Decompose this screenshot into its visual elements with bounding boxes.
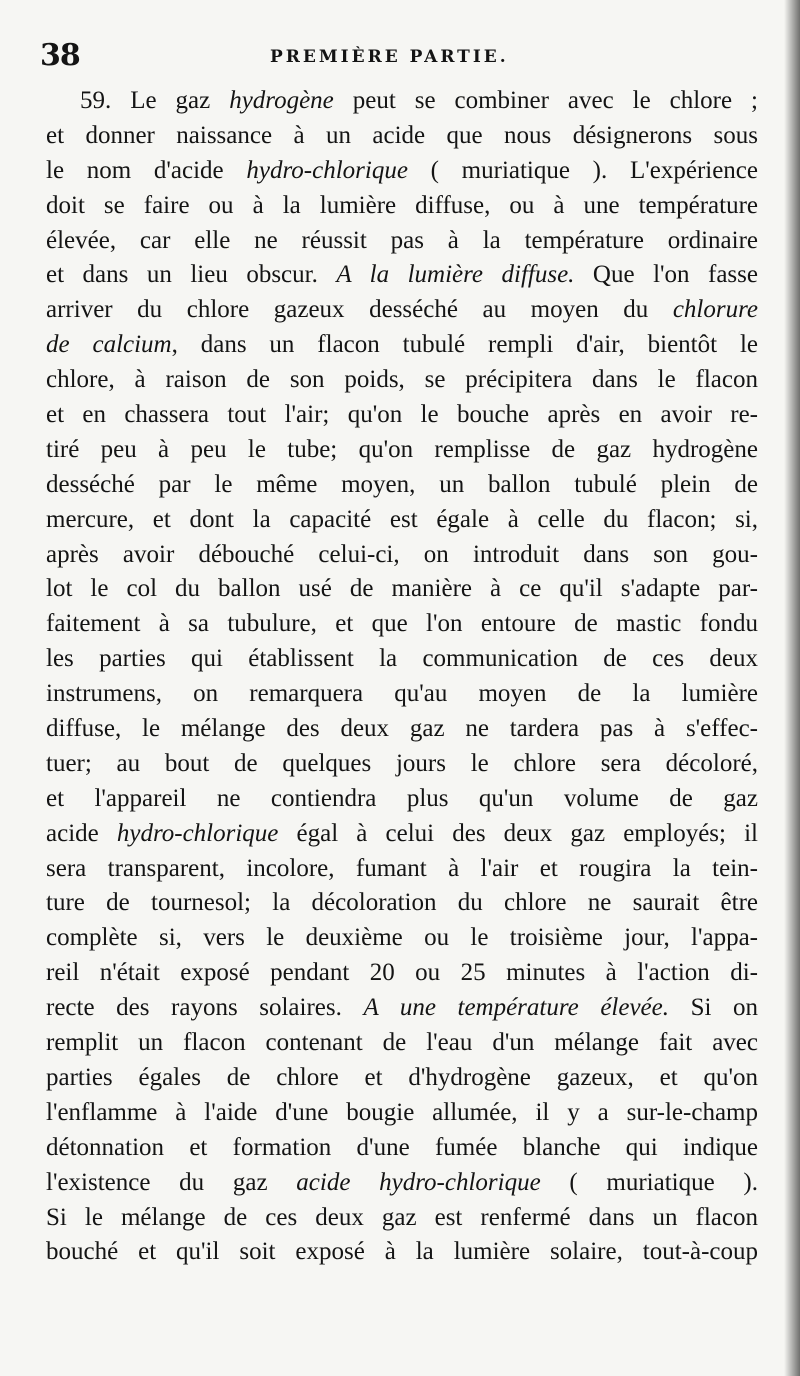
text-segment: et en chassera tout l'air; qu'on le bouche après en avoir re-	[46, 401, 758, 429]
text-segment: ( muriatique ).	[540, 1168, 758, 1196]
page-number: 38	[40, 38, 80, 73]
text-segment: sera transparent, incolore, fumant à l'air et rougira la tein-	[46, 854, 758, 882]
text-segment: arriver du chlore gazeux desséché au moyen du	[46, 296, 673, 324]
italic-term: A une température élevée.	[363, 994, 670, 1022]
text-segment: , dans un flacon tubulé rempli d'air, bientôt le	[171, 331, 758, 359]
text-line	[46, 154, 758, 189]
text-line	[46, 84, 758, 119]
italic-term: hydrogène	[229, 87, 334, 114]
text-line	[46, 538, 758, 573]
text-segment: peut se combiner avec le chlore ;	[333, 87, 758, 114]
text-line	[46, 607, 758, 642]
text-segment: détonnation et formation d'une fumée blanche qui indique	[46, 1133, 758, 1161]
text-segment: élevée, car elle ne réussit pas à la température ordinaire	[46, 226, 758, 254]
text-segment: Si on	[669, 994, 759, 1022]
text-line	[46, 712, 758, 747]
text-segment: lot le col du ballon usé de manière à ce qu'il s'adapte par-	[46, 575, 758, 603]
text-line	[46, 1166, 758, 1201]
text-line	[46, 1235, 758, 1270]
text-line	[46, 991, 758, 1026]
text-segment: et donner naissance à un acide que nous désignerons sous	[46, 121, 758, 149]
text-segment: l'enflamme à l'aide d'une bougie allumée, il y a sur-le-champ	[46, 1098, 758, 1126]
text-segment: remplit un flacon contenant de l'eau d'un mélange fait avec	[46, 1029, 758, 1057]
text-line	[46, 433, 758, 468]
page-edge-shadow	[784, 0, 800, 1376]
text-line	[46, 677, 758, 712]
text-line	[46, 747, 758, 782]
text-segment: et l'appareil ne contiendra plus qu'un volume de gaz	[46, 784, 758, 812]
text-line	[46, 1131, 758, 1166]
text-line	[46, 1026, 758, 1061]
text-segment: reil n'était exposé pendant 20 ou 25 minutes à l'action di-	[46, 959, 758, 987]
text-line	[46, 852, 758, 887]
text-line	[46, 468, 758, 503]
text-line	[46, 503, 758, 538]
text-segment: complète si, vers le deuxième ou le troisième jour, l'appa-	[46, 924, 758, 952]
text-segment: diffuse, le mélange des deux gaz ne tardera pas à s'effec-	[46, 715, 758, 743]
paragraph-59	[46, 84, 758, 1270]
text-segment: doit se faire ou à la lumière diffuse, ou à une température	[46, 191, 758, 219]
text-segment: tuer; au bout de quelques jours le chlore sera décoloré,	[46, 749, 758, 777]
text-segment: chlore, à raison de son poids, se précipitera dans le flacon	[46, 366, 758, 394]
italic-term: A la lumière diffuse.	[336, 261, 575, 289]
text-line	[46, 258, 758, 293]
italic-term: hydro-chlorique	[246, 156, 408, 184]
text-segment: après avoir débouché celui-ci, on introduit dans son gou-	[46, 540, 758, 568]
text-segment: parties égales de chlore et d'hydrogène gazeux, et qu'on	[46, 1063, 758, 1091]
text-segment: les parties qui établissent la communication de ces deux	[46, 645, 758, 673]
text-segment: égal à celui des deux gaz employés; il	[278, 819, 758, 847]
text-segment: ture de tournesol; la décoloration du chlore ne saurait être	[46, 889, 758, 917]
text-segment: l'existence du gaz	[46, 1168, 297, 1196]
text-line	[46, 328, 758, 363]
text-segment: Si le mélange de ces deux gaz est renfermé dans un flacon	[46, 1203, 758, 1231]
text-line	[46, 642, 758, 677]
page-header	[40, 36, 760, 76]
italic-term: hydro-chlorique	[116, 819, 279, 847]
text-line	[46, 398, 758, 433]
text-segment: tiré peu à peu le tube; qu'on remplisse de gaz hydrogène	[46, 435, 758, 463]
italic-term: chlorure	[672, 296, 758, 324]
text-line	[46, 921, 758, 956]
text-segment: bouché et qu'il soit exposé à la lumière solaire, tout-à-coup	[46, 1238, 758, 1266]
text-line	[46, 1061, 758, 1096]
text-segment: et dans un lieu obscur.	[46, 261, 337, 289]
text-line	[46, 119, 758, 154]
running-head: PREMIÈRE PARTIE.	[270, 47, 509, 67]
text-segment: faitement à sa tubulure, et que l'on entoure de mastic fondu	[46, 610, 758, 638]
italic-term: de calcium	[46, 331, 172, 359]
text-segment: Que l'on fasse	[574, 261, 758, 289]
text-line	[46, 189, 758, 224]
text-segment: ( muriatique ). L'expérience	[407, 156, 758, 184]
text-segment: acide	[46, 819, 117, 847]
text-segment: instrumens, on remarquera qu'au moyen de la lumière	[46, 680, 758, 708]
text-line	[46, 817, 758, 852]
text-segment: mercure, et dont la capacité est égale à celle du flacon; si,	[46, 505, 758, 533]
text-line	[46, 293, 758, 328]
text-segment: desséché par le même moyen, un ballon tubulé plein de	[46, 470, 758, 498]
text-line	[46, 1201, 758, 1236]
text-line	[46, 782, 758, 817]
text-line	[46, 956, 758, 991]
text-segment: recte des rayons solaires.	[46, 994, 364, 1022]
text-line	[46, 363, 758, 398]
text-line	[46, 1096, 758, 1131]
italic-term: acide hydro-chlorique	[296, 1168, 541, 1196]
text-line	[46, 224, 758, 259]
text-line	[46, 572, 758, 607]
text-segment: le nom d'acide	[46, 156, 247, 184]
text-segment: 59. Le gaz	[80, 87, 230, 114]
text-line	[46, 886, 758, 921]
